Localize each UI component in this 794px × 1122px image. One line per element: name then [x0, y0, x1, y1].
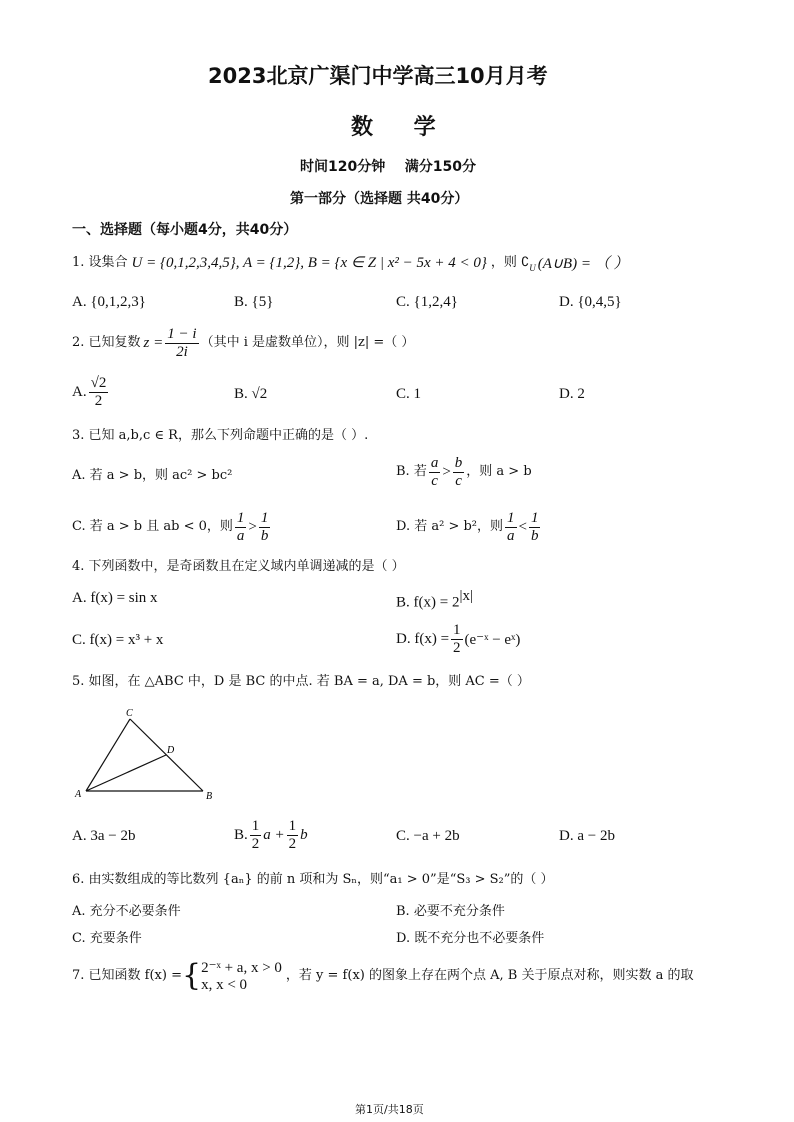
q3-c-d2: b	[260, 527, 269, 544]
q3-d-d2: b	[530, 527, 539, 544]
q4-stem: 4. 下列函数中，是奇函数且在定义域内单调递减的是（ ）	[72, 559, 405, 574]
question-7	[72, 958, 693, 994]
q3-stem: 3. 已知 a,b,c ∈ R，那么下列命题中正确的是（ ）.	[72, 428, 369, 443]
q4-b-pre: B. f(x) = 2	[396, 594, 460, 611]
q3-b-post: ，则 a > b	[466, 464, 532, 480]
q5-b-d1: 2	[251, 835, 260, 852]
q4-b-sup: |x|	[459, 588, 473, 604]
q3-c-n1: 1	[236, 510, 245, 526]
q3-option-c	[72, 510, 272, 544]
q5-b-frac-2	[287, 818, 299, 852]
label-c: C	[126, 708, 133, 719]
label-a: A	[75, 789, 82, 800]
q3-b-n2: b	[454, 455, 463, 471]
q5-option-b	[234, 818, 308, 852]
q3-d-mid: <	[518, 518, 527, 535]
q2-z-eq: z =	[143, 334, 164, 351]
q4-d-frac	[451, 622, 463, 656]
q5-stem: 5. 如图，在 △ABC 中，D 是 BC 的中点. 若 BA = a, DA = b，则 AC =（ ）	[72, 674, 530, 689]
q4-d-num: 1	[453, 622, 461, 638]
q7-brace: {	[181, 958, 202, 993]
q3-b-pre: B. 若	[396, 464, 427, 480]
q7-case-2: x, x < 0	[201, 977, 248, 993]
q3-b-d1: c	[431, 472, 438, 489]
page-footer: 第1页/共18页	[355, 1103, 424, 1116]
label-b: B	[206, 791, 213, 802]
q7-pre: 7. 已知函数 f(x) =	[72, 968, 182, 984]
q5-b-n1: 1	[251, 818, 260, 834]
q1-option-c: C. {1,2,4}	[396, 294, 458, 310]
q3-c-frac-1	[235, 510, 247, 544]
q5-option-d: D. a − 2b	[559, 828, 615, 844]
q2-option-b: B. √2	[234, 386, 268, 402]
q3-d-frac-2	[529, 510, 541, 544]
q2-prefix: 2. 已知复数	[72, 335, 141, 351]
question-2	[72, 326, 414, 360]
q3-option-a: A. 若 a > b，则 ac² > bc²	[72, 468, 233, 483]
q3-d-d1: a	[507, 527, 515, 544]
side-ac	[86, 719, 130, 791]
q5-b-frac-1	[250, 818, 262, 852]
label-d: D	[167, 745, 175, 756]
q3-b-d2: c	[455, 472, 462, 489]
q1-option-d: D. {0,4,5}	[559, 294, 622, 310]
q5-b-mid: a +	[263, 826, 285, 843]
q5-b-post: b	[300, 826, 308, 843]
q3-d-n1: 1	[507, 510, 515, 526]
q4-option-c: C. f(x) = x³ + x	[72, 632, 164, 648]
q2-option-c: C. 1	[396, 386, 422, 402]
q3-c-frac-2	[259, 510, 271, 544]
section-heading: 一、选择题（每小题4分，共40分）	[72, 222, 298, 238]
q4-d-pre: D. f(x) =	[396, 630, 450, 647]
q3-c-d1: a	[236, 527, 245, 544]
time-info: 时间120分钟 满分150分	[300, 159, 476, 175]
q3-c-mid: >	[248, 518, 257, 535]
q5-b-n2: 1	[288, 818, 297, 834]
q2-option-d: D. 2	[559, 386, 585, 402]
question-1	[72, 252, 628, 273]
subject-title: 数 学	[351, 115, 438, 140]
q1-ask: ，则 ∁	[490, 254, 530, 270]
q2-frac-num: 1 − i	[167, 326, 197, 342]
q2-frac-den: 2i	[176, 343, 188, 360]
q2-opt-a-num: √2	[90, 375, 107, 391]
q2-fraction	[165, 326, 198, 360]
triangle-figure	[70, 705, 220, 805]
q4-option-d	[396, 622, 520, 656]
q5-option-c: C. −a + 2b	[396, 828, 460, 844]
q7-cases	[201, 958, 282, 994]
q6-option-a: A. 充分不必要条件	[72, 904, 181, 919]
q3-c-pre: C. 若 a > b 且 ab < 0，则	[72, 519, 233, 535]
q1-option-a: A. {0,1,2,3}	[72, 294, 146, 310]
q3-option-d	[396, 510, 542, 544]
q7-case-1: 2⁻ˣ + a, x > 0	[201, 960, 282, 976]
q4-d-den: 2	[453, 639, 461, 656]
median-ad	[86, 755, 166, 791]
q1-sets: U = {0,1,2,3,4,5}, A = {1,2}, B = {x ∈ Z | x² − 5x + 4 < 0}	[131, 255, 487, 271]
q5-b-d2: 2	[288, 835, 297, 852]
q1-sub-u: U	[529, 262, 536, 273]
q3-d-pre: D. 若 a² > b²，则	[396, 519, 504, 535]
q2-option-a	[72, 375, 110, 409]
q1-prefix: 1. 设集合	[72, 254, 128, 270]
q5-b-pre: B.	[234, 826, 248, 843]
q4-option-a: A. f(x) = sin x	[72, 590, 158, 606]
q6-option-b: B. 必要不充分条件	[396, 904, 505, 919]
q6-stem: 6. 由实数组成的等比数列 {aₙ} 的前 n 项和为 Sₙ，则“a₁ > 0”是“S₃ > S₂”的（ ）	[72, 872, 554, 887]
q3-c-n2: 1	[260, 510, 269, 526]
q3-b-mid: >	[442, 463, 451, 480]
q6-option-d: D. 既不充分也不必要条件	[396, 931, 545, 946]
part-heading: 第一部分（选择题 共40分）	[290, 191, 469, 207]
q3-b-n1: a	[430, 455, 439, 471]
q2-opt-a-den: 2	[94, 392, 103, 409]
q2-opt-a-frac	[89, 375, 109, 409]
q2-tail: （其中 i 是虚数单位），则 |z| =（ ）	[200, 335, 415, 351]
q4-option-b	[396, 588, 473, 611]
q6-option-c: C. 充要条件	[72, 931, 142, 946]
q4-d-post: (e⁻ˣ − eˣ)	[464, 631, 521, 648]
q7-post: ，若 y = f(x) 的图象上存在两个点 A, B 关于原点对称，则实数 a 的取	[285, 968, 694, 984]
q1-expr: (A∪B) = （ ）	[537, 256, 629, 272]
q1-option-b: B. {5}	[234, 294, 274, 310]
exam-title: 2023北京广渠门中学高三10月月考	[208, 64, 548, 88]
q3-d-frac-1	[505, 510, 517, 544]
q3-b-frac-1	[429, 455, 441, 489]
q3-d-n2: 1	[530, 510, 539, 526]
q2-opt-a-label: A.	[72, 383, 87, 400]
q3-option-b	[396, 455, 532, 489]
q3-b-frac-2	[453, 455, 465, 489]
q5-option-a: A. 3a − 2b	[72, 828, 136, 844]
